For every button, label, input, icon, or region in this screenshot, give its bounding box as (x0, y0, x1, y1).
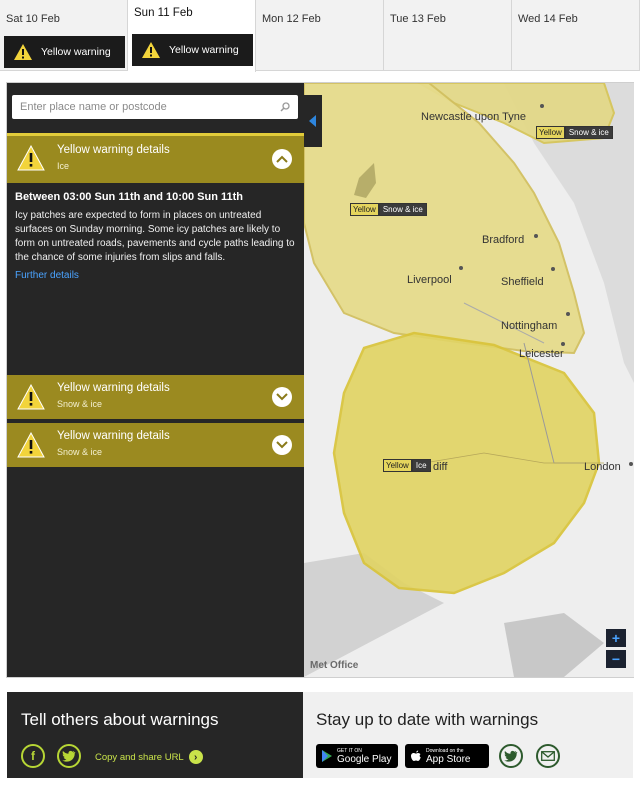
map-warning-tag[interactable] (383, 459, 431, 472)
search-icon[interactable] (280, 102, 290, 112)
map-city-label: Liverpool (407, 274, 452, 286)
tab-label: Mon 12 Feb (262, 13, 321, 25)
twitter-icon[interactable] (499, 744, 523, 768)
search-input[interactable] (20, 101, 280, 113)
warning-title: Yellow warning details (57, 430, 170, 442)
map-city-label: diff (433, 461, 448, 473)
warning-type: Ice (57, 161, 70, 171)
warning-triangle-icon (17, 145, 45, 171)
search-box (12, 95, 298, 119)
arrow-right-icon: › (189, 750, 203, 764)
warnings-sidebar (7, 83, 304, 677)
zoom-in-button[interactable]: + (606, 629, 626, 647)
warning-triangle-icon (141, 41, 161, 59)
tab-label: Wed 14 Feb (518, 13, 578, 25)
tag-hazard: Ice (412, 459, 431, 472)
copy-share-url-link[interactable] (95, 750, 203, 764)
app-store-button[interactable] (405, 744, 489, 768)
warning-type: Snow & ice (57, 399, 103, 409)
met-office-logo: Met Office (310, 660, 359, 671)
further-details-link[interactable]: Further details (15, 270, 79, 281)
map-canvas (304, 83, 634, 677)
warning-title: Yellow warning details (57, 382, 170, 394)
apple-icon (410, 750, 422, 762)
tab-sun-11-feb[interactable] (128, 0, 256, 72)
warning-triangle-icon (13, 43, 33, 61)
day-tabs (0, 0, 640, 72)
warning-description: Icy patches are expected to form in places on untreated surfaces on Sunday morning. Some icy patches are likely to form on untreated roads, pavements and cycle paths leading to the chance of some injuries from slips and falls. (15, 210, 295, 263)
map-city-dot (540, 104, 544, 108)
warning-header-snow-ice[interactable] (7, 423, 304, 467)
google-play-big: Google Play (337, 753, 392, 765)
tab-sat-10-feb[interactable] (0, 0, 128, 71)
google-play-button[interactable] (316, 744, 398, 768)
arrow-left-icon (309, 115, 317, 127)
warning-triangle-icon (17, 384, 45, 410)
map-city-label: Nottingham (501, 320, 558, 332)
map-city-label: London (584, 461, 621, 473)
twitter-icon[interactable] (57, 744, 81, 768)
share-panel (7, 692, 303, 778)
chevron-down-icon[interactable] (272, 387, 292, 407)
warning-title: Yellow warning details (57, 144, 170, 156)
zoom-out-button[interactable]: − (606, 650, 626, 668)
tab-label: Tue 13 Feb (390, 13, 446, 25)
warning-badge-label: Yellow warning (169, 44, 239, 56)
tab-tue-13-feb[interactable] (384, 0, 512, 71)
tag-level: Yellow (536, 126, 565, 139)
tag-hazard: Snow & ice (565, 126, 613, 139)
share-title: Tell others about warnings (21, 710, 219, 729)
warning-triangle-icon (17, 432, 45, 458)
map-city-dot (561, 342, 565, 346)
chevron-up-icon[interactable] (272, 149, 292, 169)
app-store-big: App Store (426, 753, 471, 765)
map-city-label: Bradford (482, 234, 525, 246)
tag-level: Yellow (383, 459, 412, 472)
share-link-label: Copy and share URL (95, 751, 184, 763)
warning-header-snow-ice[interactable] (7, 375, 304, 419)
map-city-label: Leicester (519, 348, 564, 360)
google-play-small: GET IT ON (337, 747, 362, 754)
tab-mon-12-feb[interactable] (256, 0, 384, 71)
map-city-dot (459, 266, 463, 270)
collapse-sidebar-button[interactable] (304, 95, 322, 147)
map-warning-tag[interactable] (350, 203, 427, 216)
apps-panel (303, 692, 633, 778)
map-city-label: Newcastle upon Tyne (421, 111, 526, 123)
warning-badge (4, 36, 125, 68)
warning-type: Snow & ice (57, 447, 103, 457)
map-city-dot (629, 462, 633, 466)
warning-detail (7, 183, 304, 373)
tag-level: Yellow (350, 203, 379, 216)
warning-time-range: Between 03:00 Sun 11th and 10:00 Sun 11th (15, 191, 244, 203)
warnings-panel (6, 82, 634, 678)
warnings-map[interactable] (304, 83, 634, 677)
chevron-down-icon[interactable] (272, 435, 292, 455)
warning-badge (132, 34, 253, 66)
tab-label: Sun 11 Feb (134, 7, 193, 19)
tab-label: Sat 10 Feb (6, 13, 60, 25)
facebook-icon[interactable]: f (21, 744, 45, 768)
map-warning-tag[interactable] (536, 126, 613, 139)
apps-title: Stay up to date with warnings (316, 710, 539, 729)
warning-header-ice[interactable] (7, 133, 304, 183)
map-city-label: Sheffield (501, 276, 544, 288)
map-city-dot (566, 312, 570, 316)
warning-badge-label: Yellow warning (41, 46, 111, 58)
email-icon[interactable] (536, 744, 560, 768)
tab-wed-14-feb[interactable] (512, 0, 640, 71)
tag-hazard: Snow & ice (379, 203, 427, 216)
app-store-small: Download on the (426, 747, 464, 754)
map-city-dot (551, 267, 555, 271)
map-city-dot (534, 234, 538, 238)
google-play-icon (321, 750, 333, 762)
